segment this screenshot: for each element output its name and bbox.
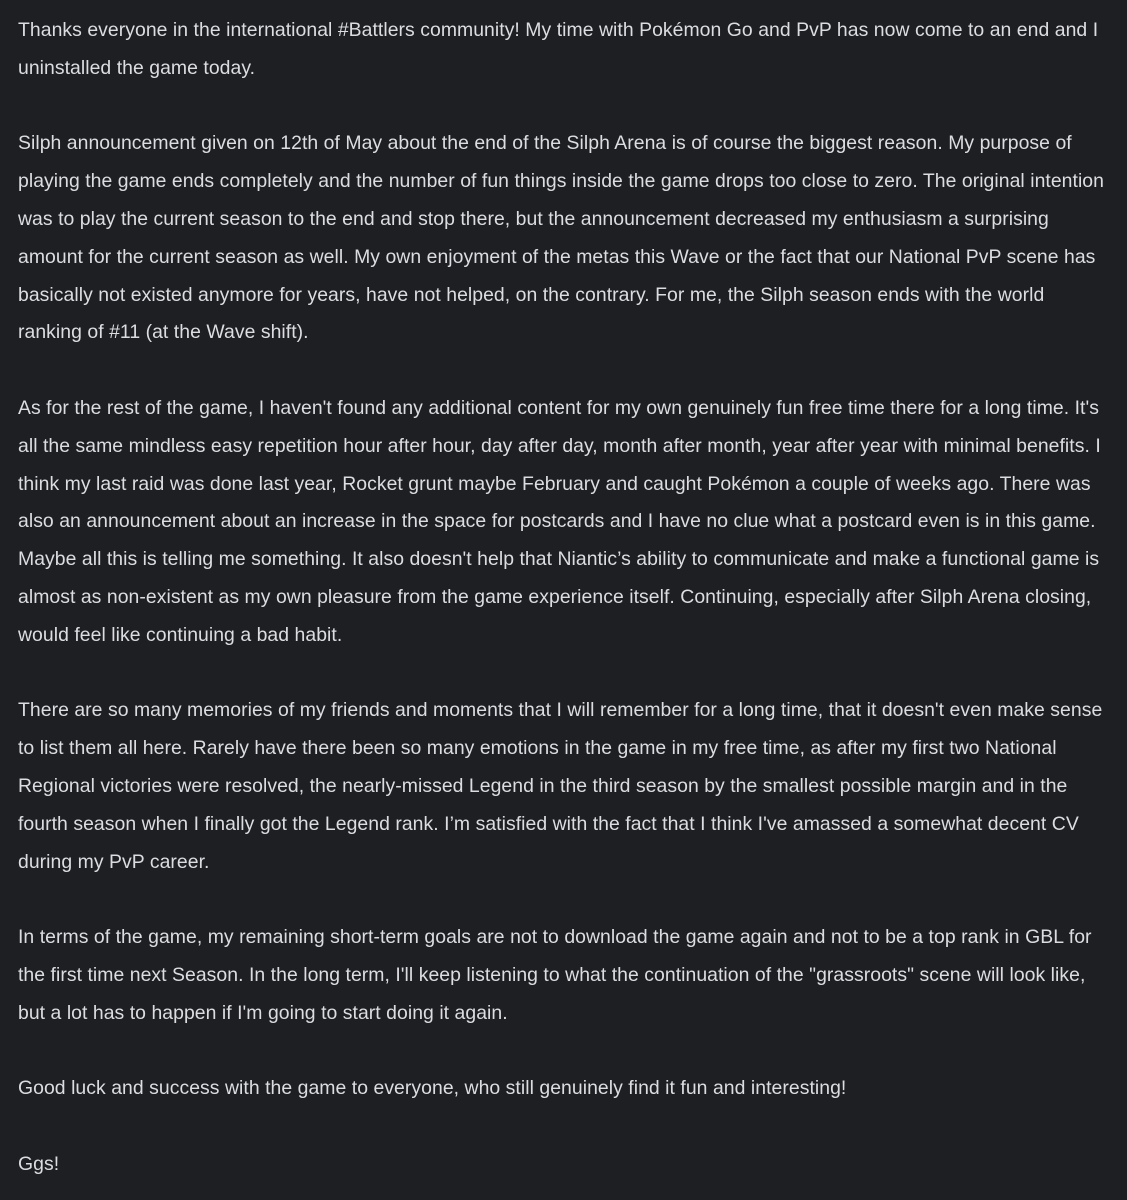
message-paragraph-1: Thanks everyone in the international #Battlers community! My time with Pokémon Go and PvP has now come to an end and I uninstalled the game today.: [18, 19, 1099, 79]
message-paragraph-3: As for the rest of the game, I haven't found any additional content for my own genuinely fun free time there for a long time. It's all the same mindless easy repetition hour after hour, day after day, month after month, year after year with minimal benefits. I think my last raid was done last year, Rocket grunt maybe February and caught Pokémon a couple of weeks ago. There was also an announcement about an increase in the space for postcards and I have no clue what a postcard even is in this game. Maybe all this is telling me something. It also doesn't help that Niantic’s ability to communicate and make a functional game is almost as non-existent as my own pleasure from the game experience itself. Continuing, especially after Silph Arena closing, would feel like continuing a bad habit.: [18, 396, 1101, 646]
message-paragraph-6: Good luck and success with the game to everyone, who still genuinely find it fun and interesting!: [18, 1077, 847, 1100]
message-paragraph-2: Silph announcement given on 12th of May about the end of the Silph Arena is of course the biggest reason. My purpose of playing the game ends completely and the number of fun things inside the game drops too close to zero. The original intention was to play the current season to the end and stop there, but the announcement decreased my enthusiasm a surprising amount for the current season as well. My own enjoyment of the metas this Wave or the fact that our National PvP scene has basically not existed anymore for years, have not helped, on the contrary. For me, the Silph season ends with the world ranking of #11 (at the Wave shift).: [18, 132, 1104, 344]
message-paragraph-5: In terms of the game, my remaining short-term goals are not to download the game again and not to be a top rank in GBL for the first time next Season. In the long term, I'll keep listening to what the continuation of the "grassroots" scene will look like, but a lot has to happen if I'm going to start doing it again.: [18, 926, 1092, 1024]
message-paragraph-4: There are so many memories of my friends and moments that I will remember for a long time, that it doesn't even make sense to list them all here. Rarely have there been so many emotions in the game in my free time, as after my first two National Regional victories were resolved, the nearly-missed Legend in the third season by the smallest possible margin and in the fourth season when I finally got the Legend rank. I’m satisfied with the fact that I think I've amassed a somewhat decent CV during my PvP career.: [18, 699, 1103, 873]
message-paragraph-7: Ggs!: [18, 1152, 60, 1175]
